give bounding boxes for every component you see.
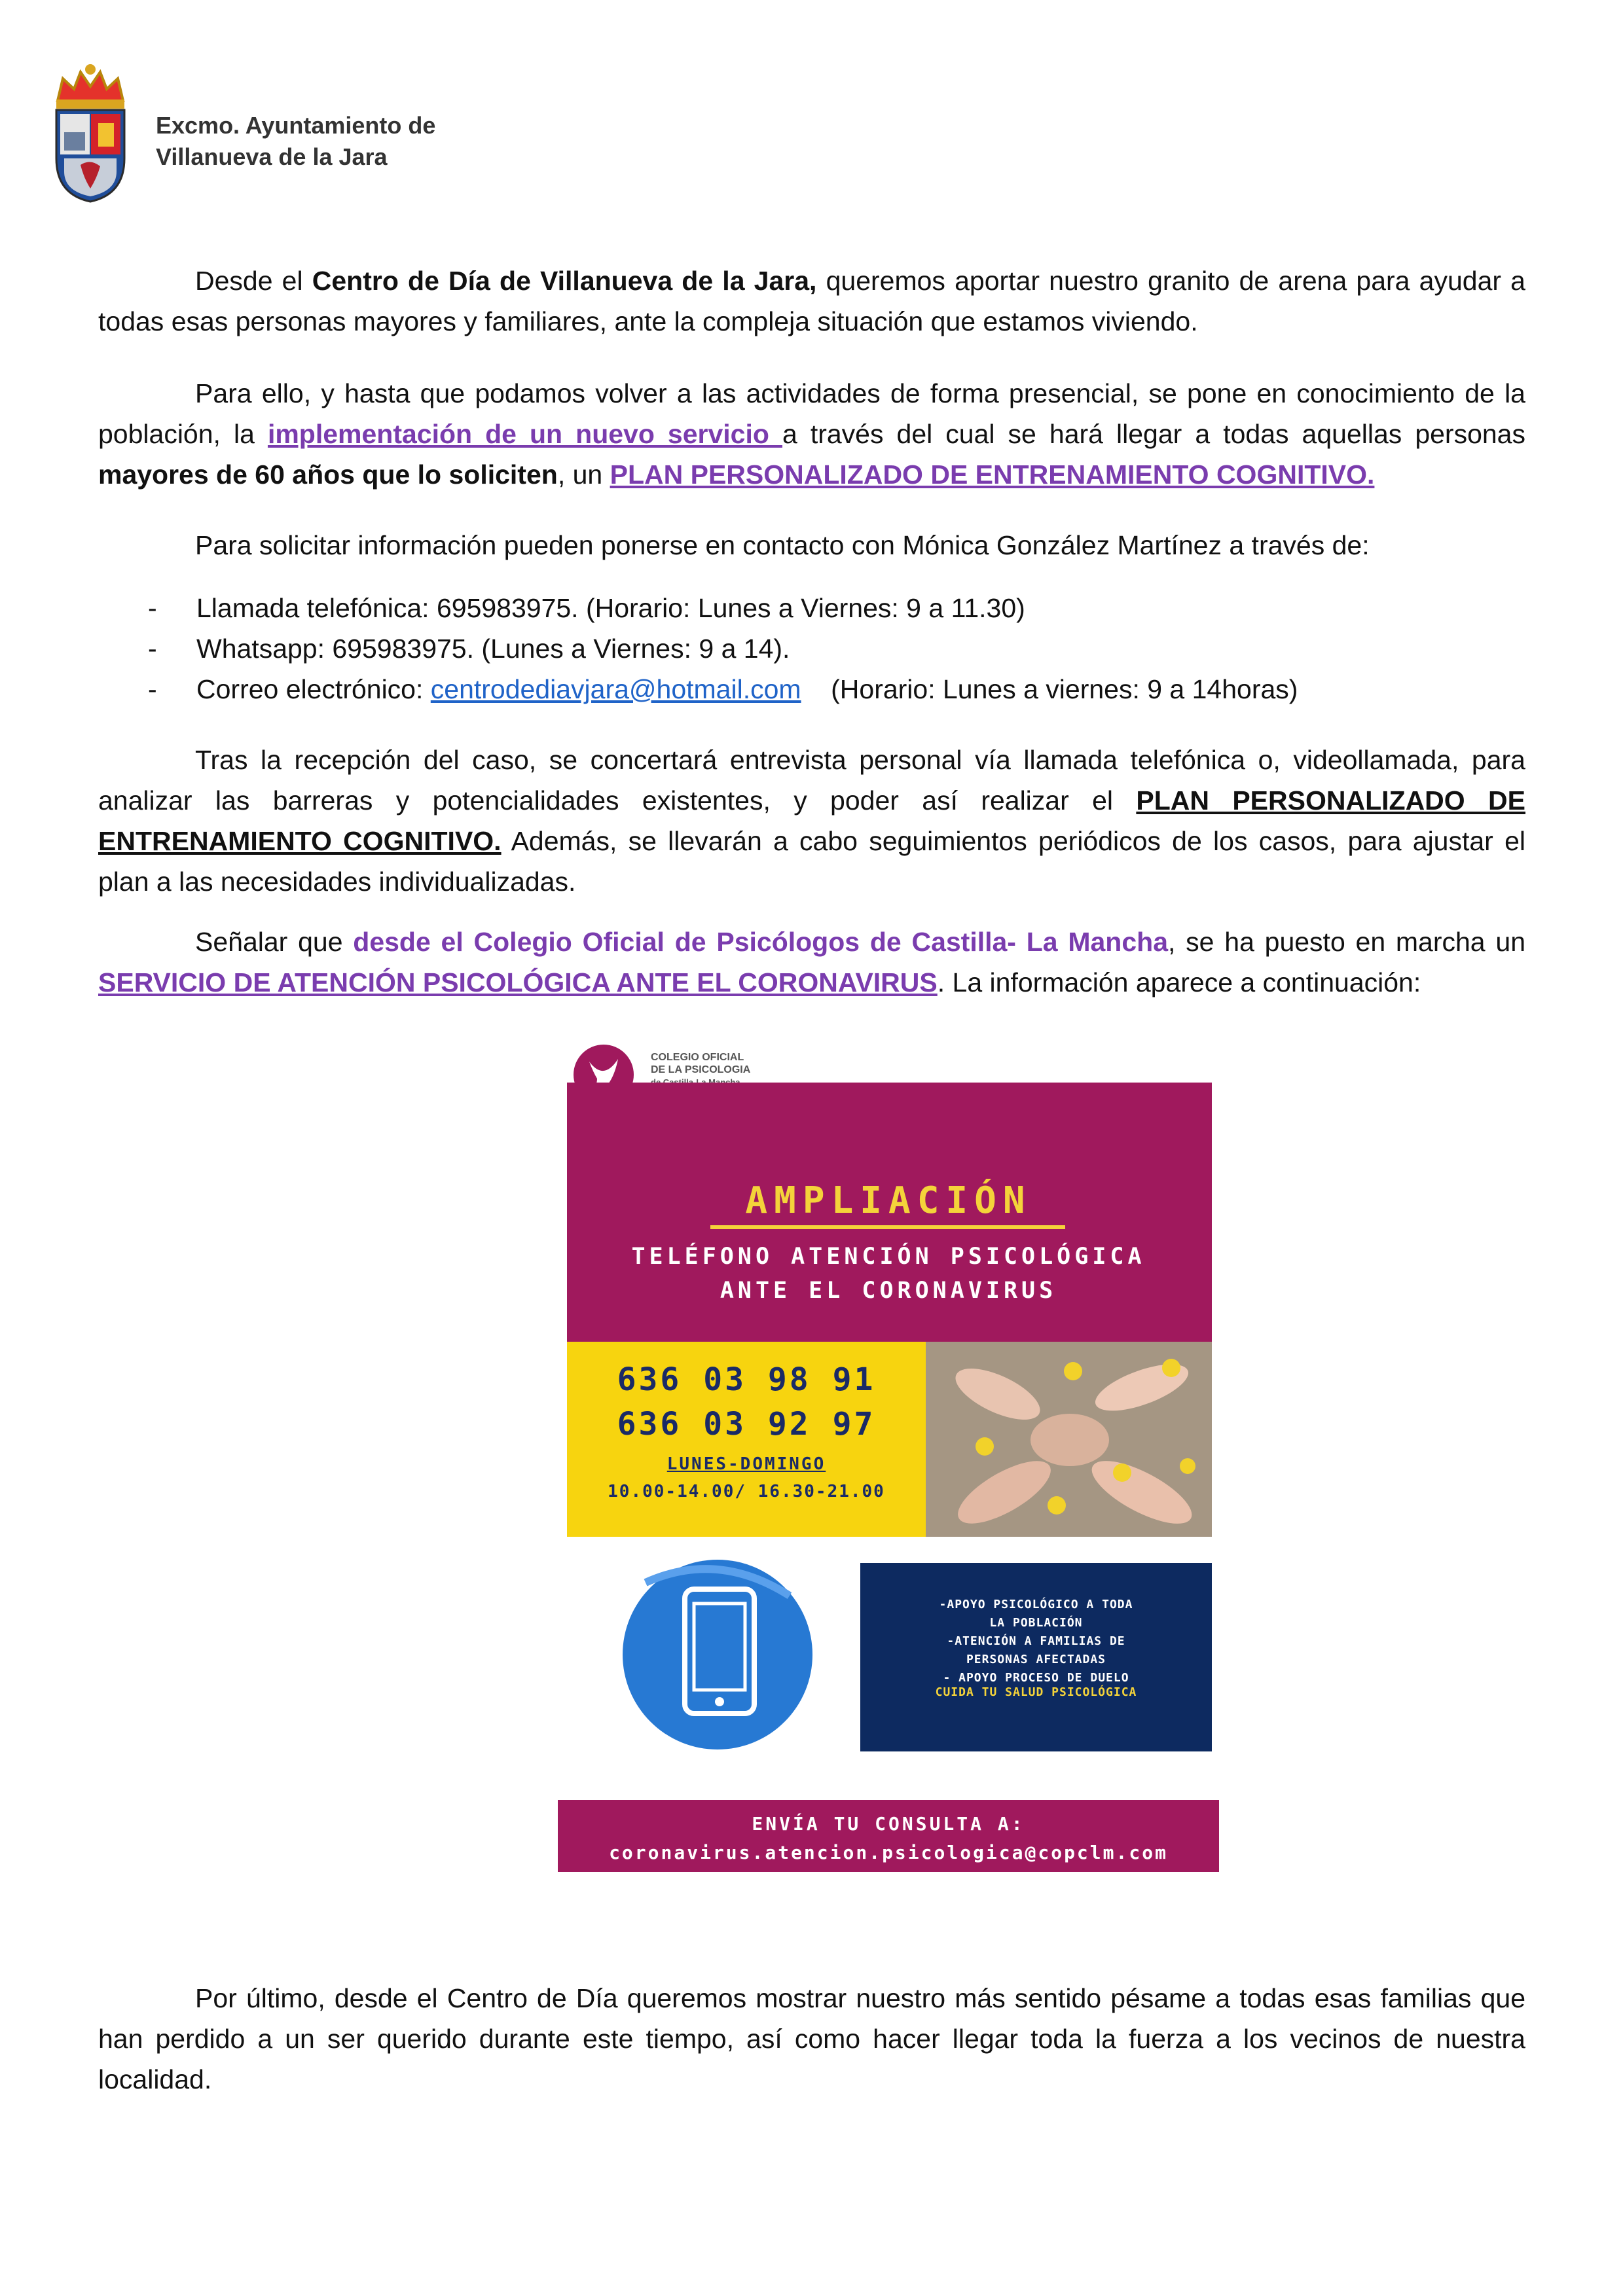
poster-phone-1: 636 03 98 91 [617, 1361, 876, 1398]
email-link[interactable]: centrodediavjara@hotmail.com [430, 674, 801, 704]
p5-text-e: . La información aparece a continuación: [937, 967, 1421, 997]
paragraph-colegio [98, 922, 1525, 1003]
organization-name [156, 110, 435, 173]
bullet-dash: - [148, 593, 157, 623]
service-line: PERSONAS AFECTADAS [966, 1653, 1106, 1666]
bullet-dash: - [148, 674, 157, 704]
paragraph-interview [98, 740, 1525, 902]
p5-text-a: Señalar que [195, 927, 354, 957]
org-line-2: Villanueva de la Jara [156, 143, 388, 170]
poster-subtitle-1: TELÉFONO ATENCIÓN PSICOLÓGICA [631, 1244, 1146, 1270]
p4-text-a: Tras la recepción del caso, se concertará entrevista personal vía llamada telefónica o, videollamada, para analizar las barreras y potencialidades existentes, y poder así realizar el [98, 745, 1525, 816]
logo-line-2: DE LA PSICOLOGIA [651, 1064, 751, 1075]
p1-bold-center: Centro de Día de Villanueva de la Jara, [312, 266, 817, 296]
poster-heading: AMPLIACIÓN [745, 1179, 1032, 1222]
list-item-phone [98, 588, 1525, 628]
p2-bold-age: mayores de 60 años que lo soliciten [98, 459, 558, 490]
p1-text-a: Desde el [195, 266, 312, 296]
p6-text: Por último, desde el Centro de Día queremos mostrar nuestro más sentido pésame a todas esas familias que han perdido a un ser querido durante este tiempo, así como hacer llegar toda la fuerza a los vecinos de nuestra localidad. [98, 1983, 1525, 2094]
coat-of-arms-icon [45, 60, 136, 206]
bullet-text: Whatsapp: 695983975. (Lunes a Viernes: 9 a 14). [196, 634, 790, 664]
bullet-dash: - [148, 634, 157, 664]
p2-text-e: , un [557, 459, 610, 490]
smartphone-icon [567, 1556, 860, 1758]
contact-list [98, 588, 1525, 709]
bullet-text: Correo electrónico: [196, 674, 431, 704]
poster-services-list [860, 1596, 1212, 1687]
p2-text-a: Para ello, y hasta que podamos volver a las actividades de forma presencial, se pone en conocimiento de la población, la [98, 378, 1525, 449]
logo-line-1: COLEGIO OFICIAL [651, 1052, 744, 1063]
org-line-1: Excmo. Ayuntamiento de [156, 112, 436, 139]
hands-photo-icon [926, 1342, 1212, 1537]
bullet-text-after: (Horario: Lunes a viernes: 9 a 14horas) [801, 674, 1298, 704]
list-item-email [98, 669, 1525, 709]
p5-service: SERVICIO DE ATENCIÓN PSICOLÓGICA ANTE EL CORONAVIRUS [98, 967, 938, 997]
service-line: -ATENCIÓN A FAMILIAS DE [947, 1634, 1125, 1648]
p2-text-c: a través del cual se hará llegar a todas aquellas personas [782, 419, 1525, 449]
p4-plan-bold: PLAN PERSONALIZADO DE ENTRENAMIENTO COGNITIVO. [98, 785, 1525, 856]
poster-days: LUNES-DOMINGO [666, 1454, 826, 1474]
poster-phone-2: 636 03 92 97 [617, 1406, 876, 1443]
p2-new-service: implementación de un nuevo servicio [267, 419, 782, 449]
p5-colegio: desde el Colegio Oficial de Psicólogos de Castilla- La Mancha [353, 927, 1169, 957]
paragraph-service [98, 373, 1525, 495]
p4-text-c: Además, se llevarán a cabo seguimientos periódicos de los casos, para ajustar el plan a las necesidades individualizadas. [98, 826, 1525, 897]
poster-cuida: CUIDA TU SALUD PSICOLÓGICA [935, 1685, 1137, 1699]
poster-envia: ENVÍA TU CONSULTA A: [752, 1813, 1025, 1835]
poster-hours: 10.00-14.00/ 16.30-21.00 [608, 1482, 885, 1501]
paragraph-contact [98, 525, 1525, 565]
p5-text-c: , se ha puesto en marcha un [1168, 927, 1525, 957]
psychology-service-poster [558, 1028, 1219, 1878]
service-line: - APOYO PROCESO DE DUELO [943, 1671, 1129, 1685]
paragraph-intro [98, 260, 1525, 342]
paragraph-condolences [98, 1978, 1525, 2100]
poster-email: coronavirus.atencion.psicologica@copclm.com [609, 1842, 1168, 1863]
service-line: LA POBLACIÓN [989, 1616, 1083, 1630]
poster-subtitle-2: ANTE EL CORONAVIRUS [720, 1278, 1057, 1304]
p3-text: Para solicitar información pueden ponerse en contacto con Mónica González Martínez a través de: [195, 530, 1370, 560]
heading-underline [710, 1225, 1065, 1229]
p2-plan: PLAN PERSONALIZADO DE ENTRENAMIENTO COGNITIVO. [610, 459, 1375, 490]
p1-text-c: queremos aportar nuestro granito de arena para ayudar a todas esas personas mayores y familiares, ante la compleja situación que estamos viviendo. [98, 266, 1525, 336]
service-line: -APOYO PSICOLÓGICO A TODA [939, 1598, 1133, 1611]
list-item-whatsapp [98, 628, 1525, 669]
bullet-text: Llamada telefónica: 695983975. (Horario: Lunes a Viernes: 9 a 11.30) [196, 593, 1025, 623]
